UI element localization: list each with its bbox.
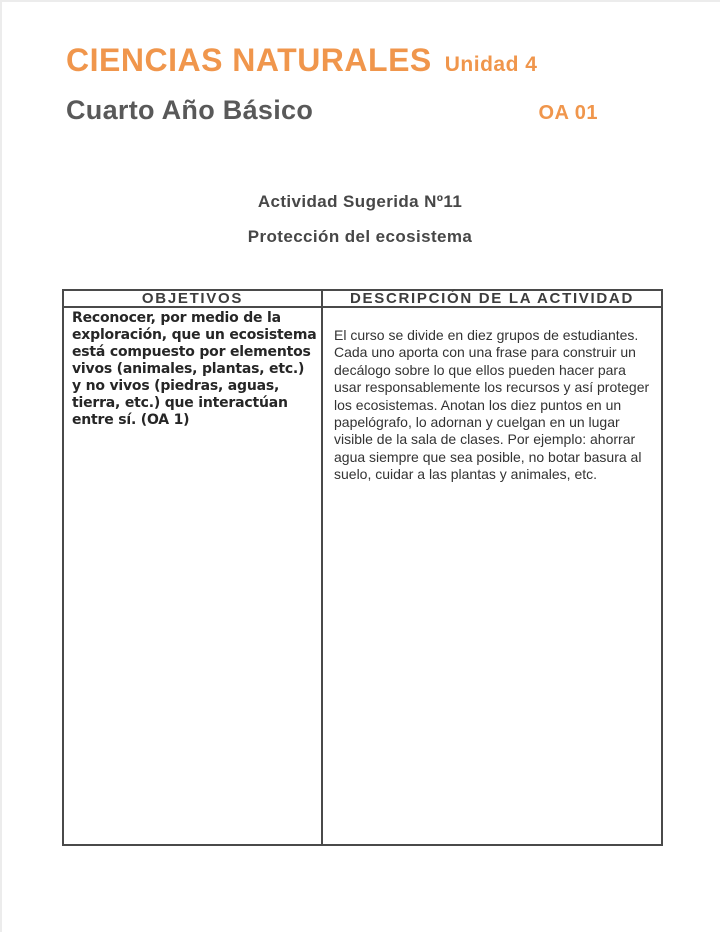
subtitle-row bbox=[66, 95, 598, 126]
objectives-cell: Reconocer, por medio de la exploración, que un ecosistema está compuesto por elementos vivos (animales, plantas, etc.) y no vivos (piedras, aguas, tierra, etc.) que interactúan entre sí. (OA 1) bbox=[64, 308, 323, 844]
activity-title: Actividad Sugerida Nº11 bbox=[257, 192, 463, 211]
activity-subtitle: Protección del ecosistema bbox=[247, 227, 473, 246]
column-header-descripcion: DESCRIPCIÓN DE LA ACTIVIDAD bbox=[323, 291, 661, 308]
description-cell: El curso se divide en diez grupos de estudiantes. Cada uno aporta con una frase para construir un decálogo sobre lo que ellos pueden hacer para usar responsablemente los recursos y así proteger los ecosistemas. Anotan los diez puntos en un papelógrafo, lo adornan y cuelgan en un lugar visible de la sala de clases. Por ejemplo: ahorrar agua siempre que sea posible, no botar basura al suelo, cuidar a las plantas y animales, etc. bbox=[334, 327, 650, 483]
page-title bbox=[66, 42, 537, 79]
oa-code: OA 01 bbox=[538, 102, 598, 124]
unit-label: Unidad 4 bbox=[444, 53, 538, 76]
subject-title: CIENCIAS NATURALES bbox=[66, 42, 432, 78]
grade-title: Cuarto Año Básico bbox=[66, 95, 314, 125]
column-header-objetivos: OBJETIVOS bbox=[64, 291, 323, 308]
activity-table bbox=[62, 289, 663, 846]
